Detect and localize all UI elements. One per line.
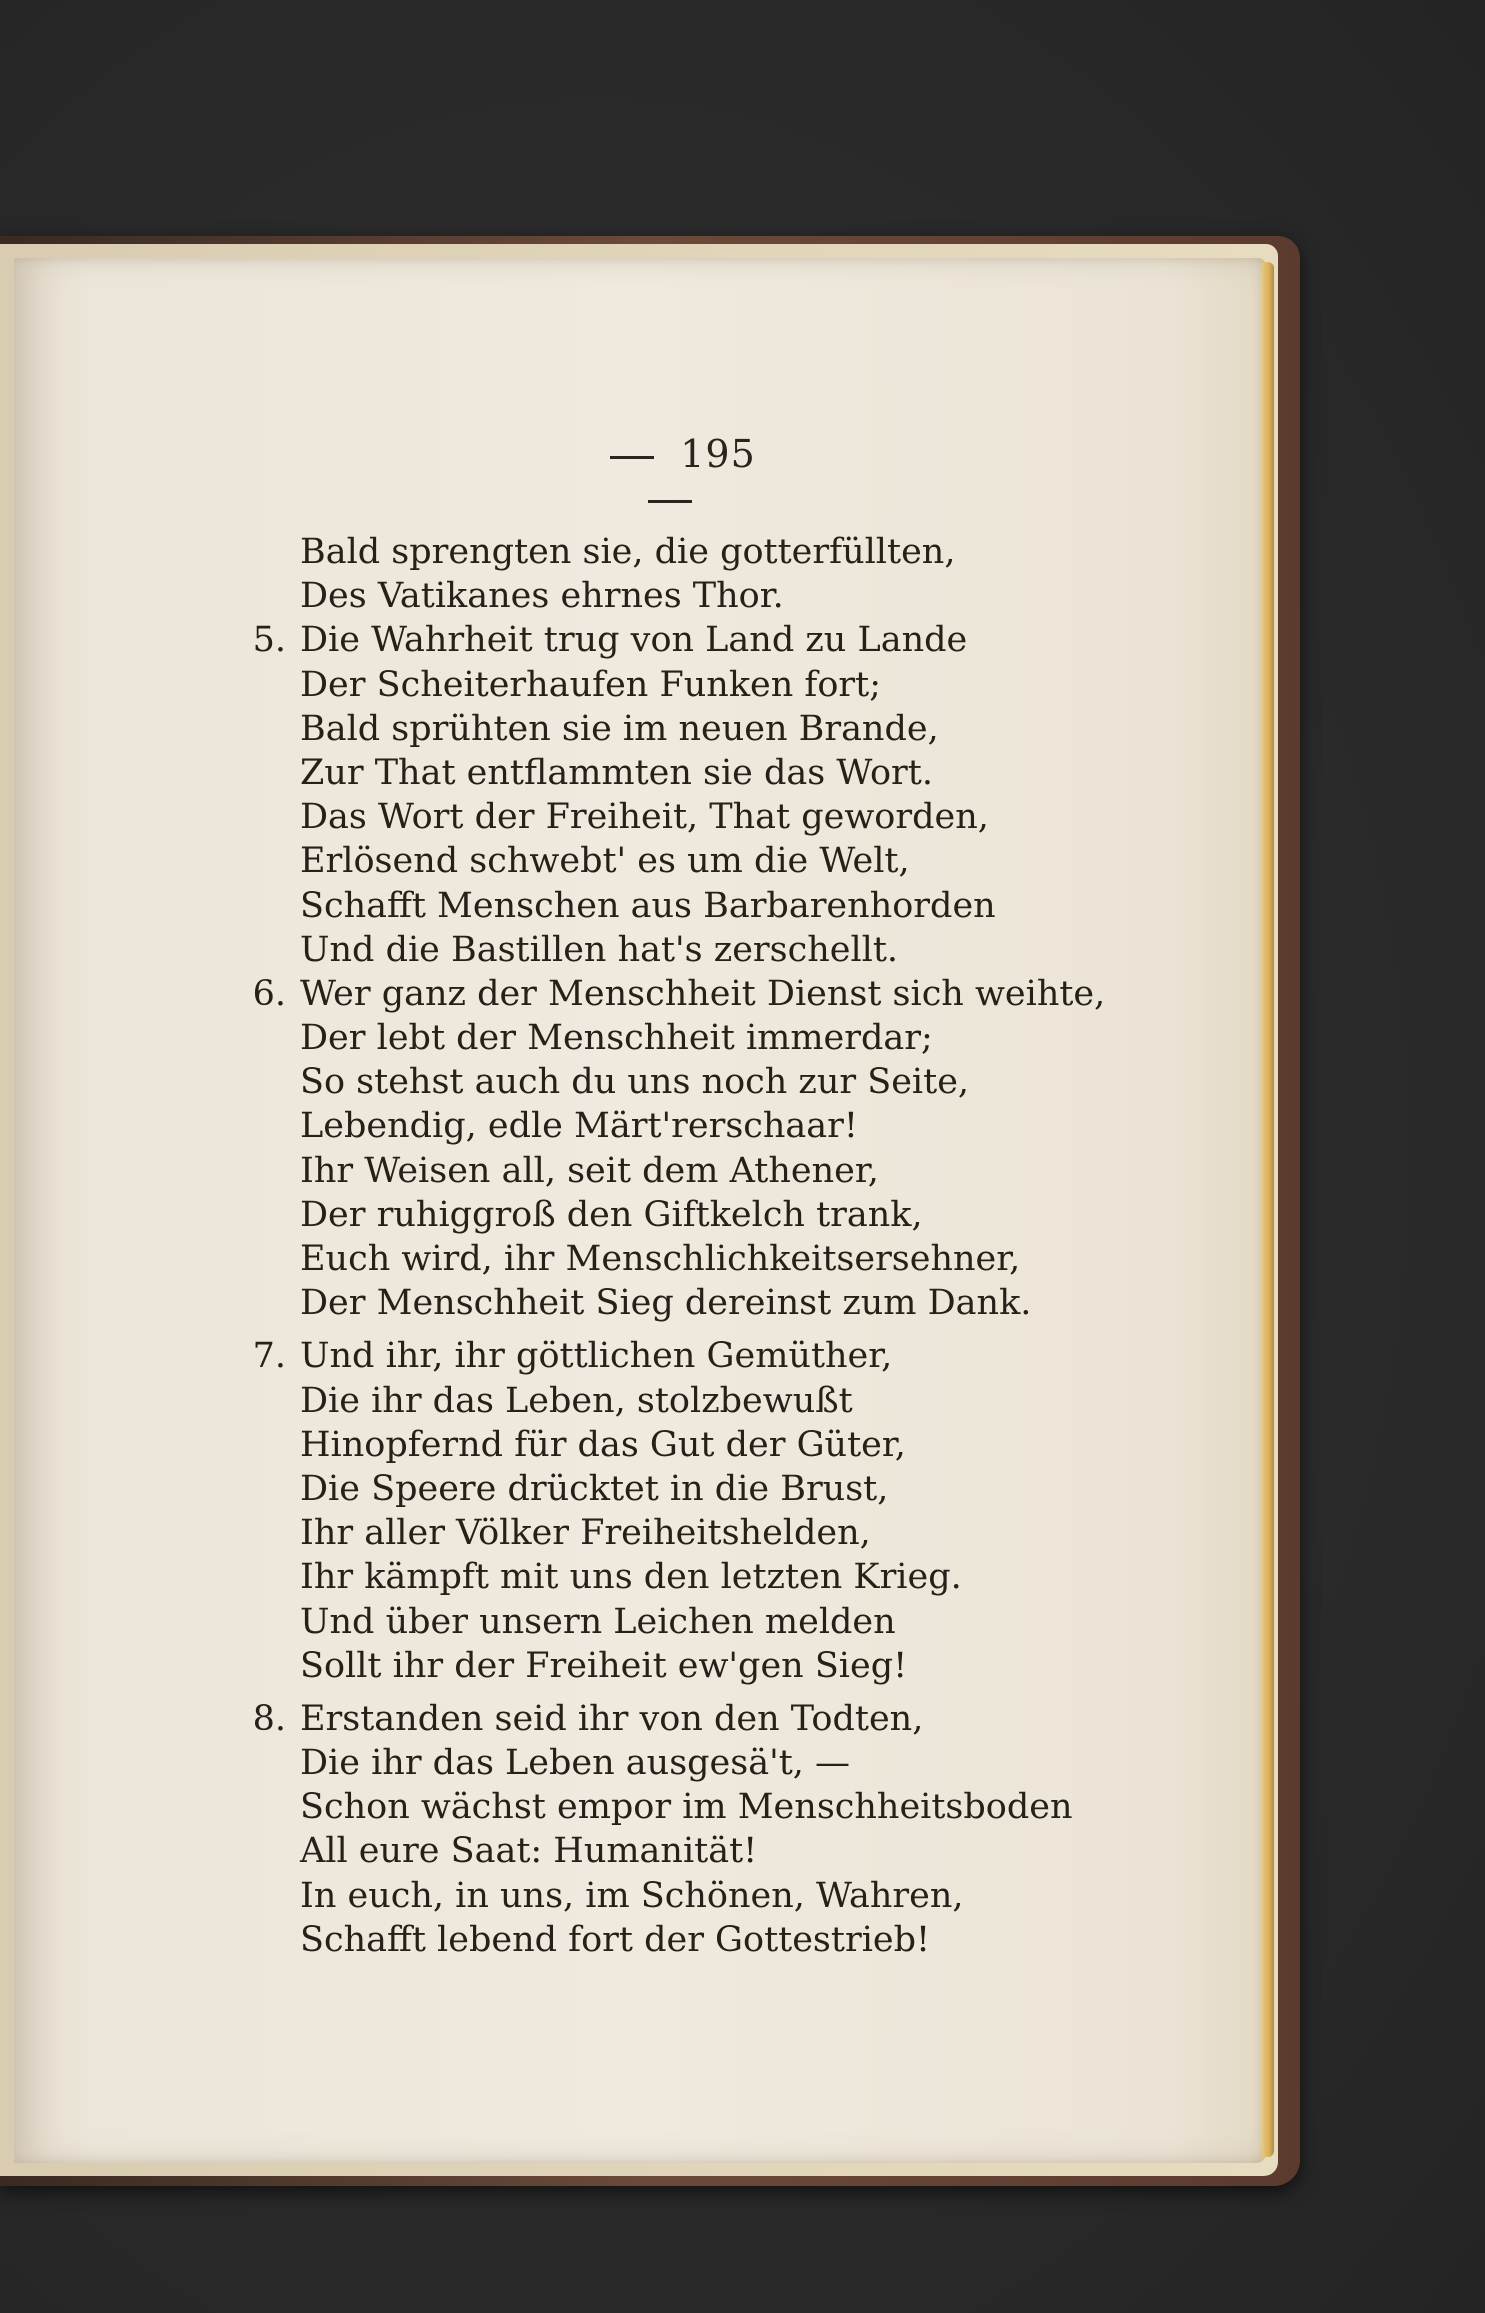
poem-line	[300, 1511, 1120, 1555]
poem-line	[300, 1379, 1120, 1423]
poem-line	[300, 707, 1120, 751]
poem-line	[252, 972, 1120, 1016]
poem-line	[300, 1555, 1120, 1599]
poem-line	[300, 1741, 1120, 1785]
line-text: Sollt ihr der Freiheit ew'gen Sieg!	[300, 1645, 908, 1686]
poem-line	[300, 574, 1120, 618]
poem-line	[300, 839, 1120, 883]
line-text: Erlösend schwebt' es um die Welt,	[300, 841, 910, 882]
poem-line	[300, 1785, 1120, 1829]
line-text: Ihr Weisen all, seit dem Athener,	[300, 1150, 879, 1191]
poem-line	[300, 1644, 1120, 1688]
line-text: Und über unsern Leichen melden	[300, 1601, 896, 1642]
line-text: Schafft lebend fort der Gottestrieb!	[300, 1919, 931, 1960]
page-number-left-dash	[610, 456, 654, 459]
line-text: Der Menschheit Sieg dereinst zum Dank.	[300, 1283, 1032, 1324]
stanza-number: 8.	[252, 1698, 286, 1739]
page-number-right-dash	[648, 500, 692, 503]
poem-line	[300, 1237, 1120, 1281]
poem-line	[300, 1423, 1120, 1467]
stanza-number: 6.	[252, 973, 286, 1014]
poem-line	[300, 751, 1120, 795]
stanza-number: 5.	[252, 620, 286, 661]
line-text: Des Vatikanes ehrnes Thor.	[300, 576, 784, 617]
poem-line	[300, 1149, 1120, 1193]
line-text: In euch, in uns, im Schönen, Wahren,	[300, 1875, 964, 1916]
line-text: Euch wird, ihr Menschlichkeitsersehner,	[300, 1239, 1021, 1279]
poem-line	[252, 618, 1120, 662]
line-text: Ihr aller Völker Freiheitshelden,	[300, 1513, 871, 1554]
poem-line	[252, 1697, 1120, 1741]
line-text: Ihr kämpft mit uns den letzten Krieg.	[300, 1557, 962, 1598]
poem-line	[252, 1334, 1120, 1378]
line-text: Bald sprengten sie, die gotterfüllten,	[300, 532, 956, 572]
poem-line	[300, 1874, 1120, 1918]
poem-text	[252, 530, 1120, 1962]
line-text: Lebendig, edle Märt'rerschaar!	[300, 1106, 858, 1147]
line-text: Und ihr, ihr göttlichen Gemüther,	[300, 1336, 893, 1377]
line-text: Die Wahrheit trug von Land zu Lande	[300, 620, 968, 661]
line-text: All eure Saat: Humanität!	[300, 1831, 758, 1872]
line-text: Die Speere drücktet in die Brust,	[300, 1468, 889, 1509]
line-text: Schon wächst empor im Menschheitsboden	[300, 1787, 1073, 1828]
poem-line	[300, 1281, 1120, 1325]
poem-line	[300, 1104, 1120, 1148]
line-text: Erstanden seid ihr von den Todten,	[300, 1698, 924, 1739]
poem-line	[300, 884, 1120, 928]
poem-line	[300, 1600, 1120, 1644]
line-text: Der ruhiggroß den Giftkelch trank,	[300, 1194, 923, 1235]
line-text: Wer ganz der Menschheit Dienst sich weihte,	[300, 973, 1106, 1014]
poem-line	[300, 1829, 1120, 1873]
gilded-page-edge	[1262, 262, 1274, 2157]
line-text: Die ihr das Leben, stolzbewußt	[300, 1380, 853, 1421]
poem-line	[300, 928, 1120, 972]
poem-line	[300, 530, 1120, 574]
line-text: Das Wort der Freiheit, That geworden,	[300, 797, 989, 838]
line-text: Der lebt der Menschheit immerdar;	[300, 1018, 933, 1059]
poem-line	[300, 1060, 1120, 1104]
page-number-value: 195	[680, 432, 756, 476]
poem-line	[300, 1918, 1120, 1962]
poem-line	[300, 1016, 1120, 1060]
line-text: So stehst auch du uns noch zur Seite,	[300, 1062, 970, 1103]
stanza-number: 7.	[252, 1336, 286, 1377]
line-text: Die ihr das Leben ausgesä't, —	[300, 1743, 851, 1784]
page-number	[540, 432, 800, 520]
line-text: Schafft Menschen aus Barbarenhorden	[300, 885, 996, 926]
poem-line	[300, 663, 1120, 707]
poem-line	[300, 795, 1120, 839]
line-text: Hinopfernd für das Gut der Güter,	[300, 1424, 906, 1465]
line-text: Bald sprühten sie im neuen Brande,	[300, 708, 939, 749]
line-text: Und die Bastillen hat's zerschellt.	[300, 929, 899, 970]
poem-line	[300, 1193, 1120, 1237]
line-text: Der Scheiterhaufen Funken fort;	[300, 664, 882, 705]
line-text: Zur That entflammten sie das Wort.	[300, 752, 933, 793]
poem-line	[300, 1467, 1120, 1511]
